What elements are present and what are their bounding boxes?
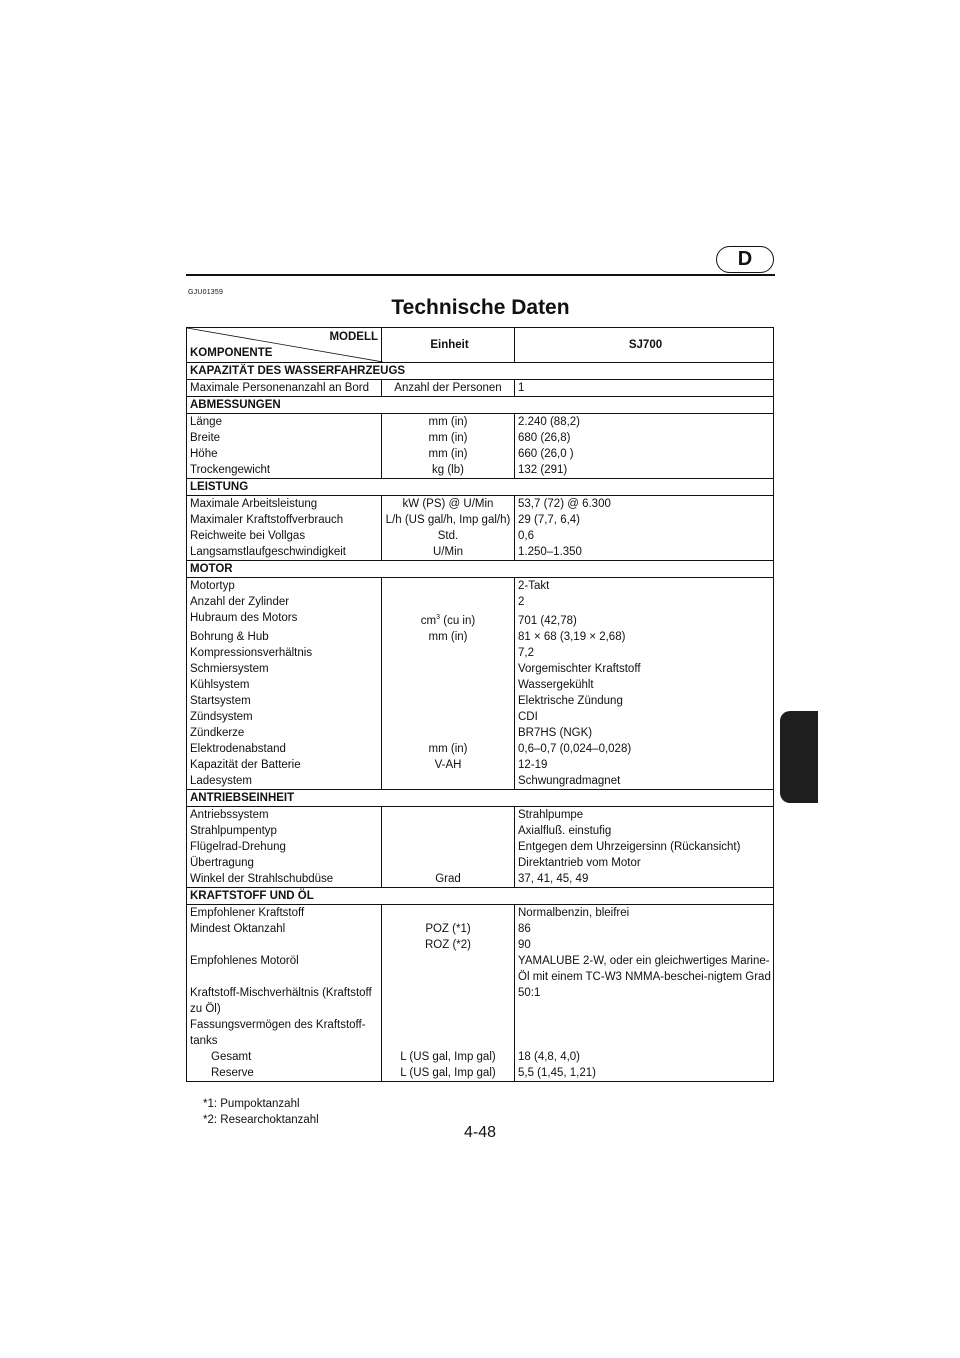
unit-cell bbox=[382, 578, 515, 595]
table-row bbox=[187, 757, 774, 773]
unit-cell bbox=[382, 839, 515, 855]
unit-cell bbox=[382, 677, 515, 693]
component-cell: Fassungsvermögen des Kraftstoff-tanks bbox=[187, 1017, 382, 1049]
unit-cell: POZ (*1) bbox=[382, 921, 515, 937]
value-cell: 701 (42,78) bbox=[515, 610, 774, 629]
value-cell: 660 (26,0 ) bbox=[515, 446, 774, 462]
component-cell: Ladesystem bbox=[187, 773, 382, 790]
value-cell: YAMALUBE 2-W, oder ein gleichwertiges Marine-Öl mit einem TC-W3 NMMA-beschei-nigtem Grad bbox=[515, 953, 774, 985]
unit-cell bbox=[382, 823, 515, 839]
unit-cell bbox=[382, 594, 515, 610]
section-header-row bbox=[187, 790, 774, 807]
table-row bbox=[187, 823, 774, 839]
table-row bbox=[187, 855, 774, 871]
value-cell: Vorgemischter Kraftstoff bbox=[515, 661, 774, 677]
component-cell: Empfohlener Kraftstoff bbox=[187, 905, 382, 922]
unit-cell bbox=[382, 773, 515, 790]
section-title: ABMESSUNGEN bbox=[187, 397, 774, 414]
unit-cell: Std. bbox=[382, 528, 515, 544]
value-cell: BR7HS (NGK) bbox=[515, 725, 774, 741]
component-cell: Winkel der Strahlschubdüse bbox=[187, 871, 382, 888]
header-komponente-label: KOMPONENTE bbox=[190, 347, 273, 359]
unit-cell: L (US gal, Imp gal) bbox=[382, 1049, 515, 1065]
unit-cell bbox=[382, 985, 515, 1017]
component-cell: Strahlpumpentyp bbox=[187, 823, 382, 839]
unit-cell: mm (in) bbox=[382, 414, 515, 431]
value-cell: Wassergekühlt bbox=[515, 677, 774, 693]
table-row bbox=[187, 610, 774, 629]
unit-cell bbox=[382, 645, 515, 661]
value-cell: 29 (7,7, 6,4) bbox=[515, 512, 774, 528]
component-cell: Maximale Arbeitsleistung bbox=[187, 496, 382, 513]
page-number: 4-48 bbox=[463, 1124, 497, 1141]
component-cell: Mindest Oktanzahl bbox=[187, 921, 382, 937]
component-cell: Reichweite bei Vollgas bbox=[187, 528, 382, 544]
value-cell: 37, 41, 45, 49 bbox=[515, 871, 774, 888]
unit-cell bbox=[382, 905, 515, 922]
component-cell: Motortyp bbox=[187, 578, 382, 595]
table-row bbox=[187, 741, 774, 757]
component-cell: Anzahl der Zylinder bbox=[187, 594, 382, 610]
value-cell bbox=[515, 1017, 774, 1049]
unit-cell bbox=[382, 855, 515, 871]
value-cell: 680 (26,8) bbox=[515, 430, 774, 446]
table-row bbox=[187, 725, 774, 741]
value-cell: 5,5 (1,45, 1,21) bbox=[515, 1065, 774, 1082]
value-cell: 2-Takt bbox=[515, 578, 774, 595]
component-cell: Übertragung bbox=[187, 855, 382, 871]
component-cell: Trockengewicht bbox=[187, 462, 382, 479]
table-row bbox=[187, 773, 774, 790]
component-cell: Langsamstlaufgeschwindigkeit bbox=[187, 544, 382, 561]
value-cell: Axialfluß. einstufig bbox=[515, 823, 774, 839]
table-row bbox=[187, 496, 774, 513]
value-cell: 132 (291) bbox=[515, 462, 774, 479]
component-cell: Breite bbox=[187, 430, 382, 446]
component-cell: Höhe bbox=[187, 446, 382, 462]
value-cell: 0,6 bbox=[515, 528, 774, 544]
unit-cell bbox=[382, 725, 515, 741]
value-cell: Normalbenzin, bleifrei bbox=[515, 905, 774, 922]
page-title: Technische Daten bbox=[391, 296, 570, 319]
header-einheit-label: Einheit bbox=[382, 328, 515, 363]
component-cell: Maximaler Kraftstoffverbrauch bbox=[187, 512, 382, 528]
value-cell: 18 (4,8, 4,0) bbox=[515, 1049, 774, 1065]
component-cell: Kapazität der Batterie bbox=[187, 757, 382, 773]
component-cell: Gesamt bbox=[187, 1049, 382, 1065]
table-row bbox=[187, 645, 774, 661]
footnote: *2: Researchoktanzahl bbox=[203, 1114, 319, 1126]
component-cell: Kraftstoff-Mischverhältnis (Kraftstoff zu Öl) bbox=[187, 985, 382, 1017]
table-row bbox=[187, 905, 774, 922]
value-cell: 2.240 (88,2) bbox=[515, 414, 774, 431]
component-cell: Zündsystem bbox=[187, 709, 382, 725]
table-row bbox=[187, 430, 774, 446]
value-cell: 53,7 (72) @ 6.300 bbox=[515, 496, 774, 513]
value-cell: 2 bbox=[515, 594, 774, 610]
table-row bbox=[187, 709, 774, 725]
table-row bbox=[187, 446, 774, 462]
value-cell: Direktantrieb vom Motor bbox=[515, 855, 774, 871]
unit-cell bbox=[382, 709, 515, 725]
table-row bbox=[187, 528, 774, 544]
table-row bbox=[187, 807, 774, 824]
header-diagonal-cell bbox=[187, 328, 382, 363]
component-cell: Maximale Personenanzahl an Bord bbox=[187, 380, 382, 397]
unit-cell: mm (in) bbox=[382, 629, 515, 645]
unit-base: cm bbox=[420, 615, 437, 627]
component-cell bbox=[187, 937, 382, 953]
section-title: MOTOR bbox=[187, 561, 774, 578]
section-title: LEISTUNG bbox=[187, 479, 774, 496]
component-cell: Hubraum des Motors bbox=[187, 610, 382, 629]
table-row bbox=[187, 871, 774, 888]
unit-cell: mm (in) bbox=[382, 430, 515, 446]
value-cell: 0,6–0,7 (0,024–0,028) bbox=[515, 741, 774, 757]
component-cell: Schmiersystem bbox=[187, 661, 382, 677]
component-cell: Reserve bbox=[187, 1065, 382, 1082]
unit-cell bbox=[382, 693, 515, 709]
spec-table bbox=[186, 327, 774, 1082]
section-title: ANTRIEBSEINHEIT bbox=[187, 790, 774, 807]
table-row bbox=[187, 544, 774, 561]
table-row bbox=[187, 677, 774, 693]
table-row bbox=[187, 839, 774, 855]
component-cell: Startsystem bbox=[187, 693, 382, 709]
unit-cell: kW (PS) @ U/Min bbox=[382, 496, 515, 513]
value-cell: 7,2 bbox=[515, 645, 774, 661]
value-cell: 50:1 bbox=[515, 985, 774, 1017]
value-cell: Elektrische Zündung bbox=[515, 693, 774, 709]
unit-cell: mm (in) bbox=[382, 741, 515, 757]
table-row bbox=[187, 512, 774, 528]
unit-cell bbox=[382, 1017, 515, 1049]
table-header-row bbox=[187, 328, 774, 363]
section-header-row bbox=[187, 561, 774, 578]
unit-cell: V-AH bbox=[382, 757, 515, 773]
value-cell: Entgegen dem Uhrzeigersinn (Rückansicht) bbox=[515, 839, 774, 855]
document-code: GJU01359 bbox=[188, 289, 224, 296]
component-cell: Kompressionsverhältnis bbox=[187, 645, 382, 661]
value-cell: Schwungradmagnet bbox=[515, 773, 774, 790]
component-cell: Flügelrad-Drehung bbox=[187, 839, 382, 855]
header-modell-label: MODELL bbox=[329, 331, 378, 343]
unit-superscript: 3 bbox=[436, 614, 441, 622]
table-row bbox=[187, 937, 774, 953]
component-cell: Zündkerze bbox=[187, 725, 382, 741]
footnote: *1: Pumpoktanzahl bbox=[203, 1098, 300, 1110]
value-cell: 12-19 bbox=[515, 757, 774, 773]
component-cell: Länge bbox=[187, 414, 382, 431]
unit-cell bbox=[382, 953, 515, 985]
table-row bbox=[187, 380, 774, 397]
value-cell: 1 bbox=[515, 380, 774, 397]
component-cell: Kühlsystem bbox=[187, 677, 382, 693]
value-cell: 1.250–1.350 bbox=[515, 544, 774, 561]
table-row bbox=[187, 953, 774, 985]
table-row bbox=[187, 629, 774, 645]
table-row bbox=[187, 578, 774, 595]
component-cell: Antriebssystem bbox=[187, 807, 382, 824]
unit-cell: Grad bbox=[382, 871, 515, 888]
header-rule bbox=[186, 274, 775, 276]
unit-cell: L (US gal, Imp gal) bbox=[382, 1065, 515, 1082]
unit-cell bbox=[382, 807, 515, 824]
unit-cell: ROZ (*2) bbox=[382, 937, 515, 953]
section-title: KRAFTSTOFF UND ÖL bbox=[187, 888, 774, 905]
unit-cell: U/Min bbox=[382, 544, 515, 561]
language-tab: D bbox=[716, 246, 774, 273]
table-row bbox=[187, 1065, 774, 1082]
section-header-row bbox=[187, 479, 774, 496]
component-cell: Empfohlenes Motoröl bbox=[187, 953, 382, 985]
unit-cell bbox=[382, 661, 515, 677]
header-model-label: SJ700 bbox=[515, 328, 774, 363]
value-cell: Strahlpumpe bbox=[515, 807, 774, 824]
table-row bbox=[187, 1049, 774, 1065]
table-row bbox=[187, 693, 774, 709]
chapter-side-tab bbox=[780, 711, 818, 803]
unit-cell: kg (lb) bbox=[382, 462, 515, 479]
table-row bbox=[187, 462, 774, 479]
unit-cell: mm (in) bbox=[382, 446, 515, 462]
section-header-row bbox=[187, 363, 774, 380]
table-row bbox=[187, 594, 774, 610]
value-cell: 81 × 68 (3,19 × 2,68) bbox=[515, 629, 774, 645]
table-row bbox=[187, 921, 774, 937]
unit-cell: Anzahl der Personen bbox=[382, 380, 515, 397]
table-row bbox=[187, 414, 774, 431]
section-header-row bbox=[187, 397, 774, 414]
table-row bbox=[187, 985, 774, 1017]
table-row bbox=[187, 661, 774, 677]
unit-cell: L/h (US gal/h, Imp gal/h) bbox=[382, 512, 515, 528]
component-cell: Bohrung & Hub bbox=[187, 629, 382, 645]
unit-suffix: (cu in) bbox=[440, 615, 476, 627]
value-cell: CDI bbox=[515, 709, 774, 725]
value-cell: 90 bbox=[515, 937, 774, 953]
value-cell: 86 bbox=[515, 921, 774, 937]
table-row bbox=[187, 1017, 774, 1049]
section-header-row bbox=[187, 888, 774, 905]
unit-cell bbox=[382, 610, 515, 629]
component-cell: Elektrodenabstand bbox=[187, 741, 382, 757]
section-title: KAPAZITÄT DES WASSERFAHRZEUGS bbox=[187, 363, 774, 380]
